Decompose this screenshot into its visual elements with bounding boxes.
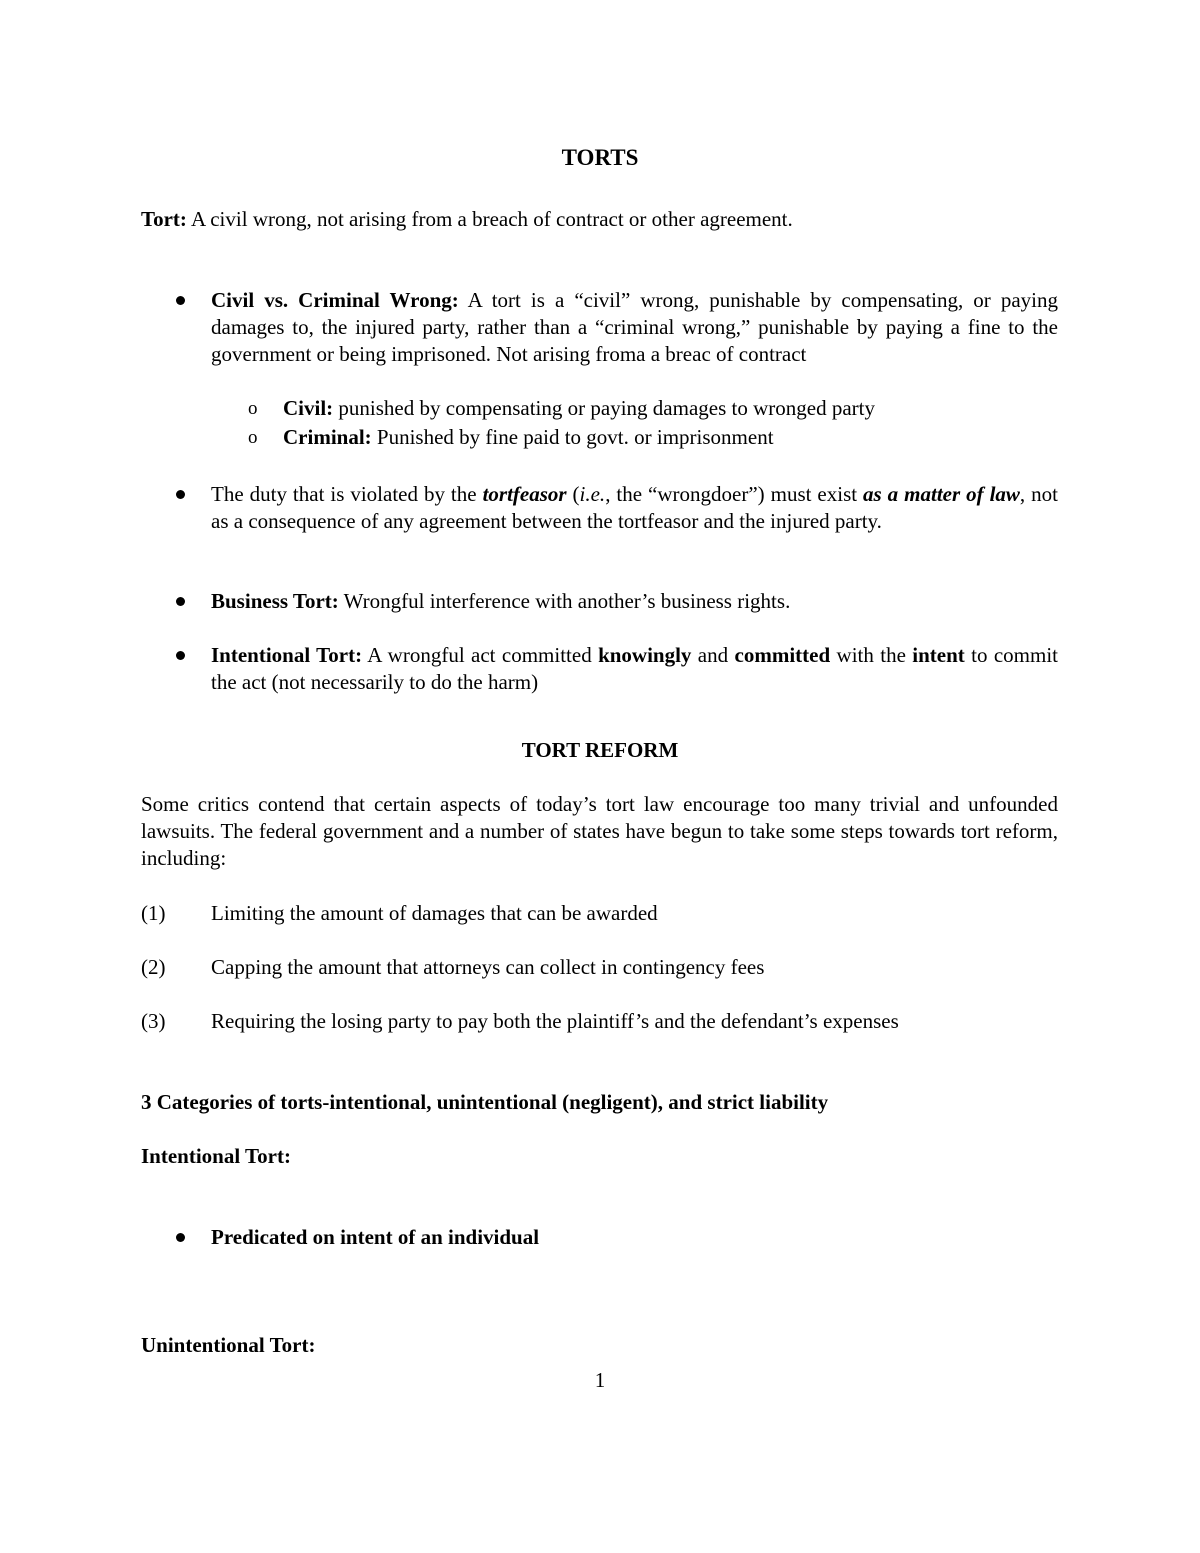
knowingly-emphasis: knowingly [598,643,692,667]
reform-item-text: Limiting the amount of damages that can be awarded [211,901,658,925]
categories-heading: 3 Categories of torts-intentional, unintentional (negligent), and strict liability [141,1090,829,1114]
intentional-text: to commit the act (not necessarily to do the harm) [211,643,1059,694]
sub-bullet-marker: o [248,398,258,419]
page-title: TORTS [561,145,639,170]
sub-civil-label: Civil: [283,396,334,420]
committed-emphasis: committed [734,643,831,667]
intentional-text: and [691,643,735,667]
matter-of-law-emphasis: as a matter of law [863,482,1020,506]
definition-term: Tort: [141,207,187,231]
bullet-icon [176,651,185,660]
bullet-icon [176,597,185,606]
bullet-intentional-tort [211,642,1058,696]
intentional-tort-heading: Intentional Tort: [141,1144,291,1168]
definition-text: A civil wrong, not arising from a breach of contract or other agreement. [186,207,793,231]
tortfeasor-term: tortfeasor [482,482,567,506]
intent-emphasis: intent [912,643,965,667]
section-heading-tort-reform: TORT REFORM [521,738,679,762]
business-tort-text: Wrongful interference with another’s business rights. [338,589,791,613]
reform-item-text: Requiring the losing party to pay both the plaintiff’s and the defendant’s expenses [211,1009,899,1033]
definition-paragraph [141,206,1061,233]
reform-item-number: (2) [141,955,166,979]
page-number: 1 [594,1368,606,1392]
sub-civil-text: punished by compensating or paying damages to wronged party [333,396,875,420]
reform-item-number: (3) [141,1009,166,1033]
sub-bullet-marker: o [248,427,258,448]
duty-text: , not as a consequence of any agreement between the tortfeasor and the injured party. [211,482,1058,533]
intentional-text: with the [830,643,913,667]
unintentional-tort-heading: Unintentional Tort: [141,1333,316,1357]
sub-bullet-criminal [283,424,1063,451]
civil-vs-criminal-text: A tort is a “civil” wrong, punishable by compensating, or paying damages to, the injured party, rather than a “criminal wrong,” punishable by paying a fine to the government or being imprisoned. Not arising froma a breac of contract [211,288,1058,366]
intentional-tort-label: Intentional Tort: [211,643,363,667]
bullet-business-tort [211,588,1058,615]
duty-text: The duty that is violated by the [211,482,483,506]
reform-item-number: (1) [141,901,166,925]
bullet-civil-vs-criminal [211,287,1058,368]
bullet-duty [211,481,1058,535]
intentional-text: A wrongful act committed [362,643,599,667]
tort-reform-intro: Some critics contend that certain aspects of today’s tort law encourage too many trivial and unfounded lawsuits. The federal government and a number of states have begun to take some steps towards tort reform, including: [141,792,1058,870]
duty-text: ( [566,482,580,506]
bullet-icon [176,1233,185,1242]
reform-item-text: Capping the amount that attorneys can collect in contingency fees [211,955,765,979]
bullet-icon [176,296,185,305]
sub-bullet-civil [283,395,1063,422]
civil-vs-criminal-label: Civil vs. Criminal Wrong: [211,288,459,312]
ie-abbrev: i.e. [579,482,606,506]
sub-criminal-text: Punished by fine paid to govt. or imprisonment [371,425,774,449]
business-tort-label: Business Tort: [211,589,339,613]
duty-text: , the “wrongdoer”) must exist [605,482,864,506]
bullet-icon [176,490,185,499]
sub-criminal-label: Criminal: [283,425,372,449]
bullet-predicated-on-intent: Predicated on intent of an individual [211,1225,540,1249]
